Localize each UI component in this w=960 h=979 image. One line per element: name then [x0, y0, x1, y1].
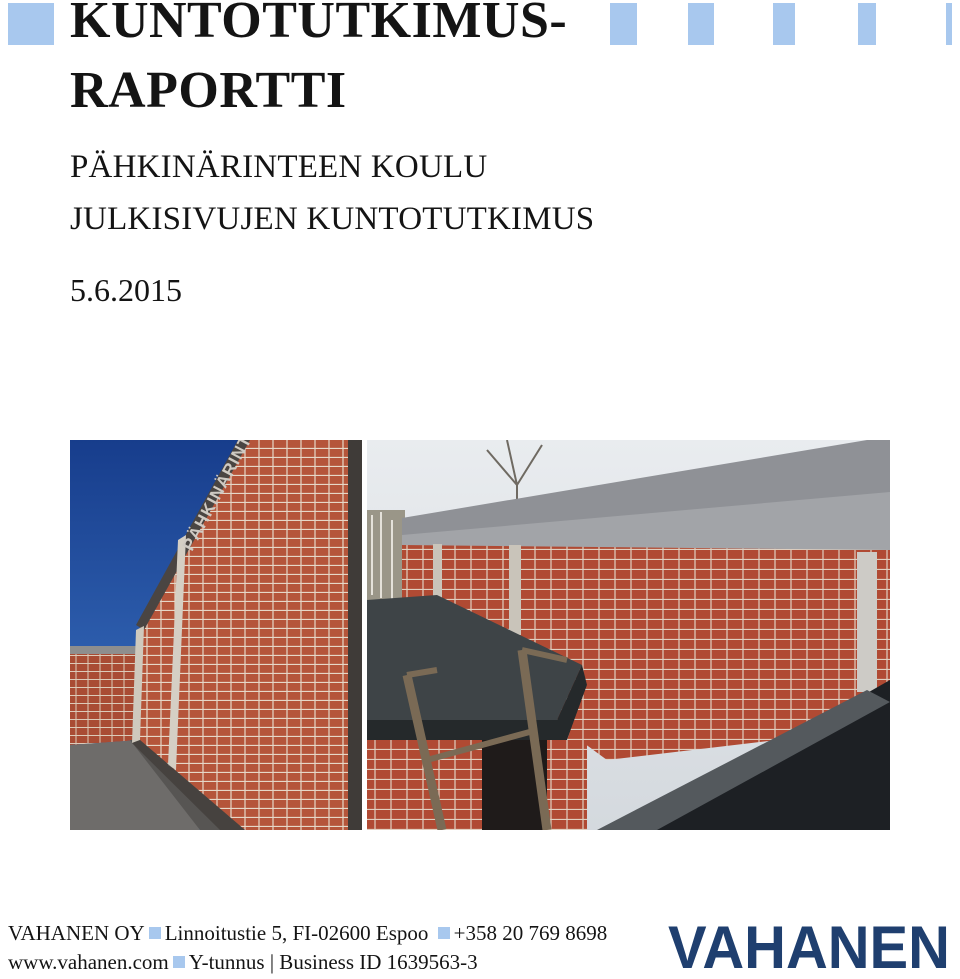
footer-line1 — [8, 921, 607, 946]
report-subtitle-line2: JULKISIVUJEN KUNTOTUTKIMUS — [70, 201, 595, 237]
footer-address: Linnoitustie 5, FI-02600 Espoo — [164, 921, 429, 945]
company-logo — [668, 918, 954, 974]
company-logo-text: VAHANEN — [668, 918, 950, 974]
footer-company: VAHANEN OY — [8, 921, 145, 945]
photo-brick-wall — [70, 440, 362, 830]
report-date: 5.6.2015 — [70, 272, 182, 308]
header-square — [773, 3, 795, 45]
header-square — [8, 3, 54, 45]
header-square — [688, 3, 714, 45]
photo-roof-edge — [367, 440, 890, 830]
footer-separator-square — [173, 956, 185, 968]
header-square — [946, 3, 952, 45]
report-title-line2: RAPORTTI — [70, 62, 347, 119]
header-square — [858, 3, 876, 45]
footer-separator-square — [438, 927, 450, 939]
report-title — [70, 0, 567, 126]
footer-website[interactable]: www.vahanen.com — [8, 950, 169, 974]
footer-business-id: Y-tunnus | Business ID 1639563-3 — [188, 950, 478, 974]
report-subtitle-line1: PÄHKINÄRINTEEN KOULU — [70, 149, 488, 185]
footer-line2 — [8, 950, 478, 975]
header-square — [610, 3, 637, 45]
report-title-line1: KUNTOTUTKIMUS- — [70, 0, 568, 49]
footer-phone: +358 20 769 8698 — [453, 921, 608, 945]
footer-separator-square — [149, 927, 161, 939]
